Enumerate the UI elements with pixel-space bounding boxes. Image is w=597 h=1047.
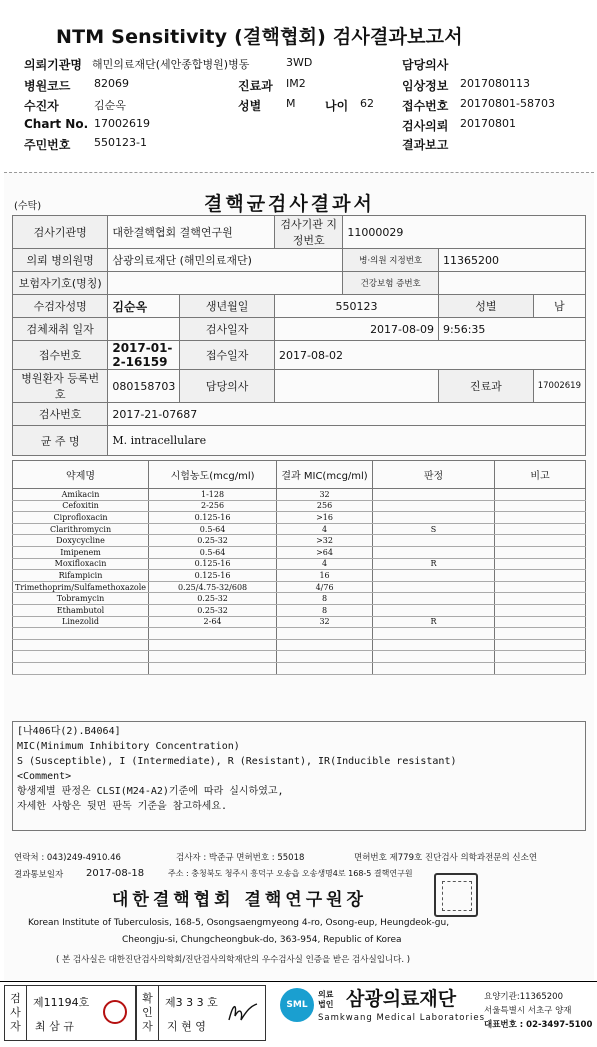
drug-row: [13, 523, 586, 535]
drug-cell-mic: [277, 639, 373, 651]
contact-number: 연락처 : 043)249-4910.46: [14, 853, 121, 863]
report-date-value: 2017-08-18: [86, 868, 145, 879]
value-ward: 3WD: [286, 56, 313, 69]
drug-cell-judge: S: [373, 523, 495, 535]
drug-row: [13, 628, 586, 640]
drug-row: [13, 558, 586, 570]
col-drug: 약제명: [13, 461, 149, 489]
label-dept: 진료과: [238, 79, 273, 93]
lab-name-label: 검사기관명: [13, 216, 108, 249]
drug-row: [13, 593, 586, 605]
drug-cell-name: Doxycycline: [13, 535, 149, 547]
test-date-value: 2017-08-09: [275, 318, 439, 341]
test-no-label: 검사번호: [13, 403, 108, 426]
receipt-no-label: 접수번호: [13, 341, 108, 370]
drug-cell-judge: [373, 500, 495, 512]
sml-logo: SML: [280, 988, 314, 1022]
drug-cell-remark: [495, 662, 586, 674]
drug-cell-range: 0.125-16: [149, 512, 277, 524]
label-requesting-org: 의뢰기관명: [24, 58, 82, 72]
inspector-stamp-box: [4, 985, 136, 1041]
label-resident-no: 주민번호: [24, 138, 71, 152]
drug-cell-name: Tobramycin: [13, 593, 149, 605]
strain-label: 균 주 명: [13, 426, 108, 456]
drug-cell-name: Cefoxitin: [13, 500, 149, 512]
drug-cell-name: Trimethoprim/Sulfamethoxazole: [13, 581, 149, 593]
value-clinical-info: 2017080113: [460, 77, 530, 90]
test-no-value: 2017-21-07687: [108, 403, 586, 426]
hosp-designation-value: 11365200: [439, 249, 586, 272]
drug-cell-range: [149, 628, 277, 640]
drug-cell-judge: [373, 546, 495, 558]
drug-cell-name: Moxifloxacin: [13, 558, 149, 570]
drug-row: [13, 512, 586, 524]
drug-cell-remark: [495, 489, 586, 501]
drug-cell-remark: [495, 593, 586, 605]
comment-line: MIC(Minimum Inhibitory Concentration): [17, 741, 240, 752]
institution-director: 대한결핵협회 결핵연구원장: [112, 890, 367, 910]
hosp-designation-label: 병·의원 지정번호: [343, 249, 439, 272]
physician-license: 면허번호 제779호 진단검사 의학과전문의 신소연: [354, 853, 538, 863]
drug-cell-judge: [373, 604, 495, 616]
drug-cell-remark: [495, 535, 586, 547]
institution-code: 요양기관:11365200: [484, 992, 563, 1002]
patient-reg-label: 병원환자 등록번호: [13, 370, 108, 403]
drug-cell-judge: [373, 489, 495, 501]
institution-address: 서울특별시 서초구 양재: [484, 1006, 572, 1016]
label-chart-no: Chart No.: [24, 117, 89, 131]
drug-cell-range: 0.25-32: [149, 604, 277, 616]
col-range: 시험농도(mcg/ml): [149, 461, 277, 489]
insurance-card-value: [439, 272, 586, 295]
col-mic: 결과 MIC(mcg/ml): [277, 461, 373, 489]
label-age: 나이: [325, 99, 349, 113]
drug-cell-judge: [373, 535, 495, 547]
inspector-seal: [103, 1000, 127, 1024]
drug-row: [13, 604, 586, 616]
drug-cell-name: Ethambutol: [13, 604, 149, 616]
scanned-report: [4, 172, 594, 980]
value-receipt-no: 20170801-58703: [460, 97, 555, 110]
drug-cell-judge: [373, 593, 495, 605]
drug-cell-mic: 32: [277, 489, 373, 501]
drug-cell-range: 0.125-16: [149, 570, 277, 582]
strain-value: M. intracellulare: [108, 426, 586, 456]
drug-cell-range: [149, 639, 277, 651]
drug-cell-remark: [495, 604, 586, 616]
drug-cell-name: Amikacin: [13, 489, 149, 501]
drug-cell-judge: [373, 512, 495, 524]
page-title: NTM Sensitivity (결핵협회) 검사결과보고서: [56, 26, 463, 48]
drug-cell-remark: [495, 581, 586, 593]
value-hospital-code: 82069: [94, 77, 129, 90]
inspector-name: 최 삼 규: [35, 1020, 74, 1033]
drug-cell-mic: [277, 651, 373, 663]
value-age: 62: [360, 97, 374, 110]
drug-cell-remark: [495, 628, 586, 640]
drug-cell-name: Ciprofloxacin: [13, 512, 149, 524]
drug-cell-remark: [495, 570, 586, 582]
value-chart-no: 17002619: [94, 117, 150, 130]
value-dept: IM2: [286, 77, 306, 90]
drug-cell-mic: >64: [277, 546, 373, 558]
drug-cell-remark: [495, 500, 586, 512]
req-hospital-value: 삼광의료재단 (해민의료재단): [108, 249, 343, 272]
drug-cell-mic: 8: [277, 593, 373, 605]
birth-label: 생년월일: [180, 295, 275, 318]
footer-bar: [0, 981, 597, 1047]
receipt-date-value: 2017-08-02: [275, 341, 586, 370]
report-header: [0, 0, 597, 160]
col-judge: 판정: [373, 461, 495, 489]
drug-cell-judge: [373, 628, 495, 640]
brand-prefix: 의료 법인: [318, 990, 334, 1009]
drug-cell-mic: >32: [277, 535, 373, 547]
confirm-vertical-label: 확인자: [137, 986, 159, 1040]
drug-cell-range: 2-256: [149, 500, 277, 512]
brand-name: 삼광의료재단: [346, 988, 457, 1010]
drug-cell-remark: [495, 523, 586, 535]
drug-row: [13, 639, 586, 651]
address-en-line1: Korean Institute of Tuberculosis, 168-5, Osongsaengmyeong 4-ro, Osong-eup, Heungdeok-gu,: [28, 918, 450, 928]
comment-line: 항생제별 판정은 CLSI(M24-A2)기준에 따라 실시하였고,: [17, 786, 284, 797]
label-receipt-no: 접수번호: [402, 99, 449, 113]
lab-designation-label: 검사기관 지정번호: [275, 216, 343, 249]
insurance-value: [108, 272, 343, 295]
test-time-value: 9:56:35: [439, 318, 586, 341]
drug-cell-judge: R: [373, 616, 495, 628]
req-hospital-label: 의뢰 병의원명: [13, 249, 108, 272]
official-seal: [434, 873, 478, 917]
drug-cell-name: Linezolid: [13, 616, 149, 628]
drug-cell-name: [13, 662, 149, 674]
drug-cell-range: 0.25/4.75-32/608: [149, 581, 277, 593]
drug-cell-range: 1-128: [149, 489, 277, 501]
sex-value: 남: [533, 295, 585, 318]
drug-cell-judge: [373, 651, 495, 663]
value-sex: M: [286, 97, 296, 110]
drug-row: [13, 546, 586, 558]
drug-cell-mic: 4/76: [277, 581, 373, 593]
inspector-info: 검사자 : 박준규 면허번호 : 55018: [176, 853, 305, 863]
sex-label: 성별: [439, 295, 534, 318]
label-doctor: 담당의사: [402, 58, 449, 72]
comment-line: [나406다(2).B4064]: [17, 726, 121, 737]
drug-cell-mic: 256: [277, 500, 373, 512]
signature-mark: [225, 998, 261, 1028]
label-hospital-code: 병원코드: [24, 79, 71, 93]
patient-reg-value: 080158703: [108, 370, 180, 403]
doctor-value: [275, 370, 439, 403]
main-phone: 대표번호 : 02-3497-5100: [484, 1020, 593, 1030]
drug-row: [13, 651, 586, 663]
col-remark: 비고: [495, 461, 586, 489]
drug-cell-range: 0.125-16: [149, 558, 277, 570]
drug-cell-remark: [495, 616, 586, 628]
patient-name-value: 김순옥: [108, 295, 180, 318]
drug-cell-name: Imipenem: [13, 546, 149, 558]
drug-row: [13, 500, 586, 512]
value-patient: 김순옥: [94, 99, 126, 112]
drug-cell-remark: [495, 512, 586, 524]
certification-note: ( 본 검사실은 대한진단검사의학회/진단검사의학재단의 우수검사실 인증을 받은 검사실입니다. ): [56, 955, 411, 965]
drug-cell-name: [13, 628, 149, 640]
comment-line: S (Susceptible), I (Intermediate), R (Resistant), IR(Inducible resistant): [17, 756, 457, 767]
drug-cell-judge: R: [373, 558, 495, 570]
drug-row: [13, 616, 586, 628]
report-title: 결핵균검사결과서: [204, 193, 375, 215]
drug-cell-mic: 32: [277, 616, 373, 628]
drug-cell-judge: [373, 639, 495, 651]
report-date-label: 결과통보일자: [14, 870, 64, 880]
drug-cell-range: 2-64: [149, 616, 277, 628]
dept-value: 17002619: [533, 370, 585, 403]
drug-cell-mic: [277, 628, 373, 640]
collect-date-value: [108, 318, 180, 341]
value-test-request: 20170801: [460, 117, 516, 130]
drug-cell-mic: 8: [277, 604, 373, 616]
consignment-label: (수탁): [14, 201, 42, 212]
dept-label: 진료과: [439, 370, 534, 403]
comment-line: 자세한 사항은 뒷면 판독 기준을 참고하세요.: [17, 801, 228, 812]
label-result-report: 결과보고: [402, 138, 449, 152]
drug-cell-name: [13, 651, 149, 663]
value-requesting-org: 해민의료재단(세안종합병원)병동: [92, 58, 250, 71]
drug-cell-name: [13, 639, 149, 651]
collect-date-label: 검체채취 일자: [13, 318, 108, 341]
drug-cell-remark: [495, 546, 586, 558]
label-test-request: 검사의뢰: [402, 119, 449, 133]
confirm-stamp-box: [136, 985, 266, 1041]
label-patient: 수진자: [24, 99, 59, 113]
drug-cell-judge: [373, 581, 495, 593]
drug-cell-mic: 4: [277, 523, 373, 535]
drug-cell-range: 0.25-32: [149, 593, 277, 605]
drug-cell-name: Rifampicin: [13, 570, 149, 582]
confirm-license-no: 제3 3 3 호: [165, 996, 218, 1009]
comment-box: [12, 721, 586, 831]
address-ko: 주소 : 충청북도 청주시 흥덕구 오송읍 오송생명4로 168-5 결핵연구원: [168, 869, 413, 878]
address-en-line2: Cheongju-si, Chungcheongbuk-do, 363-954, Republic of Korea: [122, 935, 402, 945]
drug-cell-remark: [495, 558, 586, 570]
drug-cell-remark: [495, 639, 586, 651]
confirm-name: 지 현 영: [167, 1020, 206, 1033]
inspector-license-no: 제11194호: [33, 996, 90, 1009]
insurance-card-label: 건강보험 증번호: [343, 272, 439, 295]
drug-cell-range: 0.5-64: [149, 546, 277, 558]
lab-name-value: 대한결핵협회 결핵연구원: [108, 216, 275, 249]
patient-info-table: [12, 215, 586, 456]
drug-cell-mic: 4: [277, 558, 373, 570]
label-sex: 성별: [238, 99, 262, 113]
drug-cell-range: 0.5-64: [149, 523, 277, 535]
drug-cell-range: [149, 651, 277, 663]
susceptibility-table: [12, 460, 586, 675]
drug-cell-judge: [373, 662, 495, 674]
drug-cell-range: 0.25-32: [149, 535, 277, 547]
lab-designation-value: 11000029: [343, 216, 586, 249]
drug-row: [13, 570, 586, 582]
insurance-label: 보험자기호(명칭): [13, 272, 108, 295]
drug-cell-remark: [495, 651, 586, 663]
receipt-date-label: 접수일자: [180, 341, 275, 370]
drug-cell-mic: [277, 662, 373, 674]
drug-row: [13, 581, 586, 593]
drug-row: [13, 489, 586, 501]
doctor-label: 담당의사: [180, 370, 275, 403]
drug-row: [13, 535, 586, 547]
birth-value: 550123: [275, 295, 439, 318]
comment-line: <Comment>: [17, 771, 72, 782]
label-clinical-info: 임상정보: [402, 79, 449, 93]
drug-row: [13, 662, 586, 674]
drug-cell-judge: [373, 570, 495, 582]
test-date-label: 검사일자: [180, 318, 275, 341]
drug-cell-mic: 16: [277, 570, 373, 582]
patient-name-label: 수검자성명: [13, 295, 108, 318]
drug-cell-mic: >16: [277, 512, 373, 524]
inspector-vertical-label: 검사자: [5, 986, 27, 1040]
brand-name-en: Samkwang Medical Laboratories: [318, 1013, 486, 1023]
drug-cell-range: [149, 662, 277, 674]
value-resident-no: 550123-1: [94, 136, 147, 149]
drug-cell-name: Clarithromycin: [13, 523, 149, 535]
receipt-no-value: 2017-01-2-16159: [108, 341, 180, 370]
